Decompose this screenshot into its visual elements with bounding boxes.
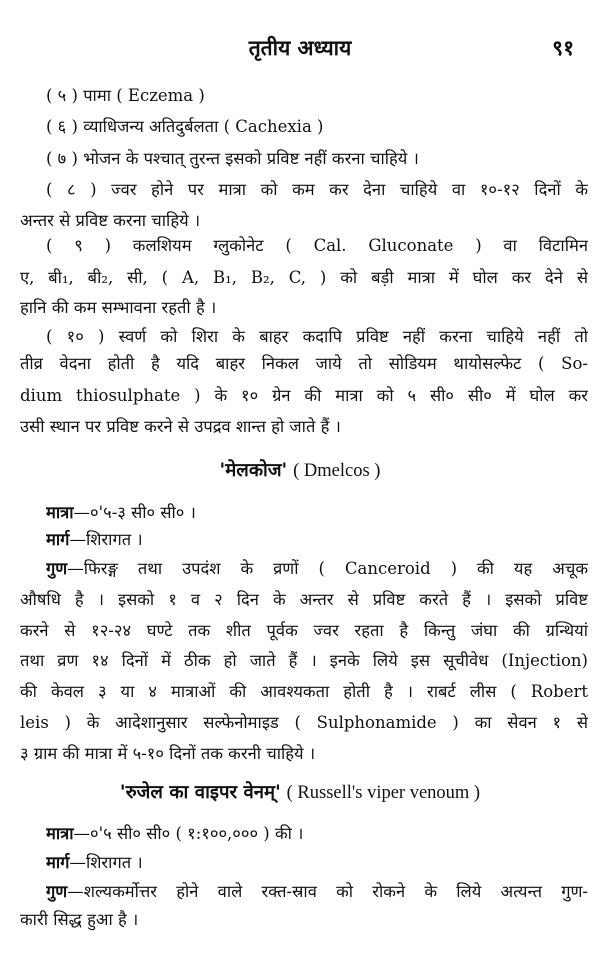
text-line: हानि की कम सम्भावना रहती है । (20, 298, 217, 317)
text-line: ( ९ ) कलशियम ग्लुकोनेट ( Cal. Gluconate ) वा विटामिन (46, 236, 588, 255)
page-header (0, 34, 600, 64)
heading-hindi: 'मेलकोज' (219, 460, 288, 481)
property-line (46, 555, 588, 583)
label-dose: मात्रा (46, 824, 74, 843)
route-line (46, 849, 588, 877)
text-line: ( ५ ) पामा ( Eczema ) (46, 86, 205, 105)
route-line (46, 526, 588, 554)
text-line: अन्तर से प्रविष्ट करना चाहिये । (20, 211, 201, 230)
text-line: तथा व्रण १४ दिनों में ठीक हो जाते हैं । इनके लिये इस सूचीवेध (Injection) (20, 651, 588, 670)
chapter-title: तृतीय अध्याय (248, 35, 352, 60)
dose-line (46, 499, 588, 527)
text-line: की केवल ३ या ४ मात्राओं की आवश्यकता होती है । राबर्ट लीस ( Robert (20, 682, 588, 701)
text-line: ३ ग्राम की मात्रा में ५-१० दिनों तक करनी चाहिये । (20, 744, 316, 763)
page-number: ९१ (552, 35, 574, 60)
text-line: ( १० ) स्वर्ण को शिरा के बाहर कदापि प्रविष्ट नहीं करना चाहिये नहीं तो (46, 327, 588, 346)
text-line: औषधि है । इसको १ व २ दिन के अन्तर से प्रविष्ट करते हैं । इसको प्रविष्ट (20, 590, 588, 609)
dose-line (46, 820, 588, 848)
text-line: कारी सिद्ध हुआ है । (20, 910, 139, 929)
route-value: —शिरागत । (69, 853, 143, 872)
property-line (46, 878, 588, 906)
dose-value: —०'५ सी० सी० ( १:१००,००० ) की । (73, 824, 304, 843)
section-heading-melcos (0, 456, 600, 486)
heading-hindi: 'रुजेल का वाइपर वेनम्' (119, 782, 281, 803)
text-line: करने से १२-२४ घण्टे तक शीत पूर्वक ज्वर रहता है किन्तु जंघा की ग्रन्थियां (20, 621, 588, 640)
label-dose: मात्रा (46, 503, 74, 522)
text-line: उसी स्थान पर प्रविष्ट करने से उपद्रव शान्त हो जाते हैं । (20, 417, 341, 436)
property-value: —फिरङ्ग तथा उपदंश के व्रणों ( Canceroid ) की यह अचूक (67, 559, 588, 578)
route-value: —शिरागत । (69, 530, 143, 549)
label-property: गुण (46, 559, 68, 578)
dose-value: —०'५-३ सी० सी० । (73, 503, 196, 522)
text-line: ( ७ ) भोजन के पश्चात् तुरन्त इसको प्रविष्ट नहीं करना चाहिये । (46, 149, 419, 168)
text-line: ( ६ ) व्याधिजन्य अतिदुर्बलता ( Cachexia ) (46, 117, 324, 136)
heading-latin: ( Russell's viper venoum ) (286, 783, 481, 803)
label-property: गुण (46, 882, 68, 901)
text-line: dium thiosulphate ) के १० ग्रेन की मात्रा को ५ सी० सी० में घोल कर (20, 386, 588, 405)
property-value: —शल्यकर्मोत्तर होने वाले रक्त-स्राव को रोकने के लिये अत्यन्त गुण- (67, 882, 588, 901)
text-line: तीव्र वेदना होती है यदि बाहर निकल जाये तो सोडियम थायोसल्फेट ( So- (20, 354, 588, 373)
heading-latin: ( Dmelcos ) (293, 461, 381, 481)
label-route: मार्ग (46, 853, 70, 872)
text-line: leis ) के आदेशानुसार सल्फेनोमाइड ( Sulphonamide ) का सेवन १ से (20, 713, 588, 732)
section-heading-russells-viper-venom (0, 778, 600, 808)
text-line: ( ८ ) ज्वर होने पर मात्रा को कम कर देना चाहिये वा १०-१२ दिनों के (46, 180, 588, 199)
text-line: ए, बी₁, बी₂, सी, ( A, B₁, B₂, C, ) को बड़ी मात्रा में घोल कर देने से (20, 268, 588, 287)
label-route: मार्ग (46, 530, 70, 549)
